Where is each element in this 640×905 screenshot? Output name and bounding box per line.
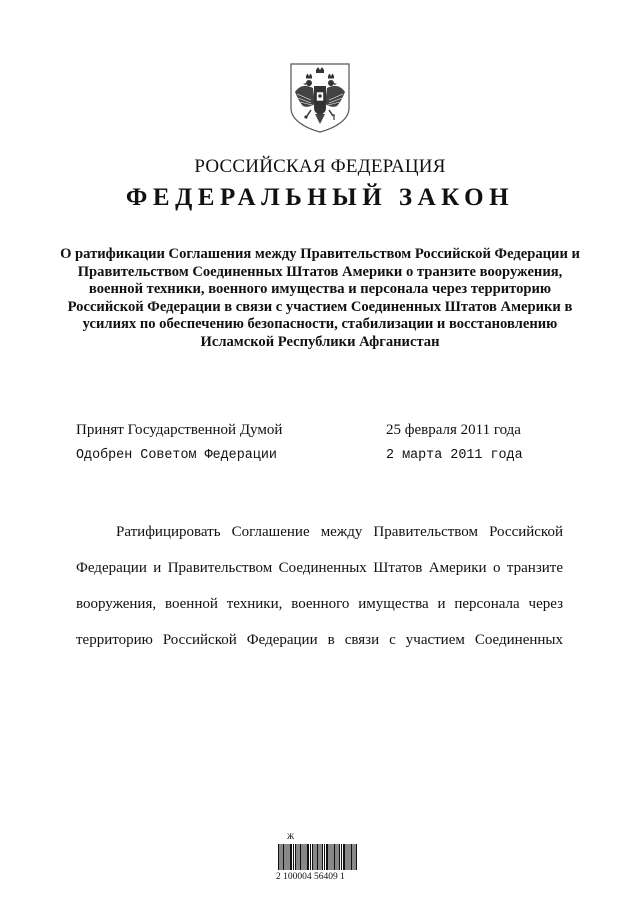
coat-of-arms-emblem [289,62,351,134]
country-heading: РОССИЙСКАЯ ФЕДЕРАЦИЯ [194,156,446,177]
document-type-heading: ФЕДЕРАЛЬНЫЙ ЗАКОН [125,184,515,211]
law-title: О ратификации Соглашения между Правительством Российской Федерации и Правительством Соединенных Штатов Америки о транзите вооружения, военной техники, военного имущества и персонала через территорию Российской Федерации в связи с участием Соединенных Штатов Америки в усилиях по обеспечению безопасности, стабилизации и восстановлению Исламской Республики Афганистан [60,246,580,350]
duma-adoption-label: Принят Государственной Думой [76,422,283,438]
barcode-mark: Ж [287,832,295,841]
double-headed-eagle-icon [289,62,351,134]
body-paragraph: Ратифицировать Соглашение между Правительством Российской Федерации и Правительством Соединенных Штатов Америки о транзите вооружения, военной техники, военного имущества и персонала через территорию Российской Федерации в связи с участием Соединенных [76,524,563,648]
barcode-number: 2 100004 56409 1 [276,872,345,882]
duma-adoption-date: 25 февраля 2011 года [386,422,521,438]
barcode [276,832,362,882]
barcode-bars [278,844,358,870]
council-approval-date: 2 марта 2011 года [386,448,523,463]
council-approval-label: Одобрен Советом Федерации [76,448,277,463]
